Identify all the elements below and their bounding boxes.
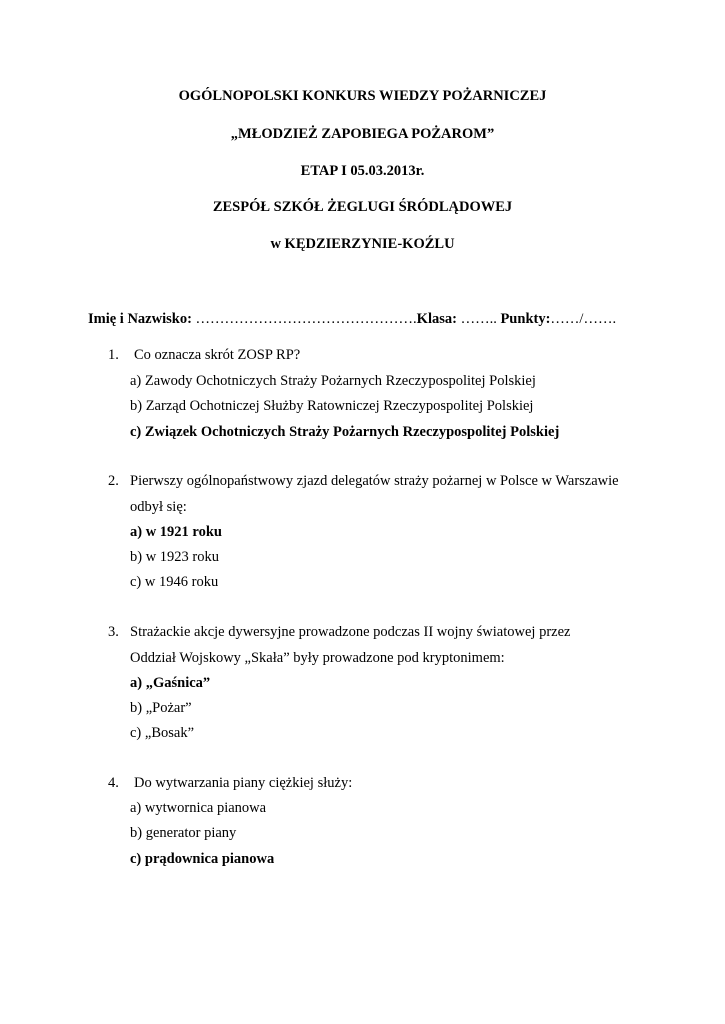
points-dots: ……/……. <box>550 311 617 327</box>
student-info-line <box>88 311 616 328</box>
question-3-answer-c: c) „Bosak” <box>130 725 195 741</box>
question-2-text-line-2: odbył się: <box>130 499 187 515</box>
question-3-answer-b: b) „Pożar” <box>130 700 192 716</box>
question-2-number: 2. <box>108 473 119 489</box>
question-1-text: Co oznacza skrót ZOSP RP? <box>134 347 301 363</box>
question-1-answer-b: b) Zarząd Ochotniczej Służby Ratowniczej Rzeczypospolitej Polskiej <box>130 398 534 414</box>
question-4-answer-a: a) wytwornica pianowa <box>130 800 267 816</box>
question-3-text-line-2: Oddział Wojskowy „Skała” były prowadzone pod kryptonimem: <box>130 650 505 666</box>
question-2-answer-a-correct: a) w 1921 roku <box>130 524 222 540</box>
question-4-text: Do wytwarzania piany ciężkiej służy: <box>134 775 353 791</box>
question-3-number: 3. <box>108 624 119 640</box>
stage-date: ETAP I 05.03.2013r. <box>300 163 425 179</box>
question-3-answer-a-correct: a) „Gaśnica” <box>130 675 211 691</box>
question-3-text-line-1: Strażackie akcje dywersyjne prowadzone podczas II wojny światowej przez <box>130 624 571 640</box>
school-location: w KĘDZIERZYNIE-KOŹLU <box>270 236 455 252</box>
question-1-number: 1. <box>108 347 119 363</box>
question-2-answer-b: b) w 1923 roku <box>130 549 220 565</box>
competition-title: OGÓLNOPOLSKI KONKURS WIEDZY POŻARNICZEJ <box>178 88 547 104</box>
question-1-answer-c-correct: c) Związek Ochotniczych Straży Pożarnych Rzeczypospolitej Polskiej <box>130 424 560 440</box>
competition-motto: „MŁODZIEŻ ZAPOBIEGA POŻAROM” <box>230 126 495 142</box>
question-2-answer-c: c) w 1946 roku <box>130 574 219 590</box>
class-dots: …….. <box>456 311 501 327</box>
school-name: ZESPÓŁ SZKÓŁ ŻEGLUGI ŚRÓDLĄDOWEJ <box>212 199 513 215</box>
points-label: Punkty: <box>500 311 551 327</box>
name-dots: ………………………………………. <box>191 311 417 327</box>
question-4-answer-b: b) generator piany <box>130 825 237 841</box>
question-4-number: 4. <box>108 775 119 791</box>
question-2-text-line-1: Pierwszy ogólnopaństwowy zjazd delegatów straży pożarnej w Polsce w Warszawie <box>130 473 619 489</box>
class-label: Klasa: <box>416 311 457 327</box>
name-label: Imię i Nazwisko: <box>88 311 192 327</box>
question-4-answer-c-correct: c) prądownica pianowa <box>130 851 275 867</box>
question-1-answer-a: a) Zawody Ochotniczych Straży Pożarnych Rzeczypospolitej Polskiej <box>130 373 536 389</box>
